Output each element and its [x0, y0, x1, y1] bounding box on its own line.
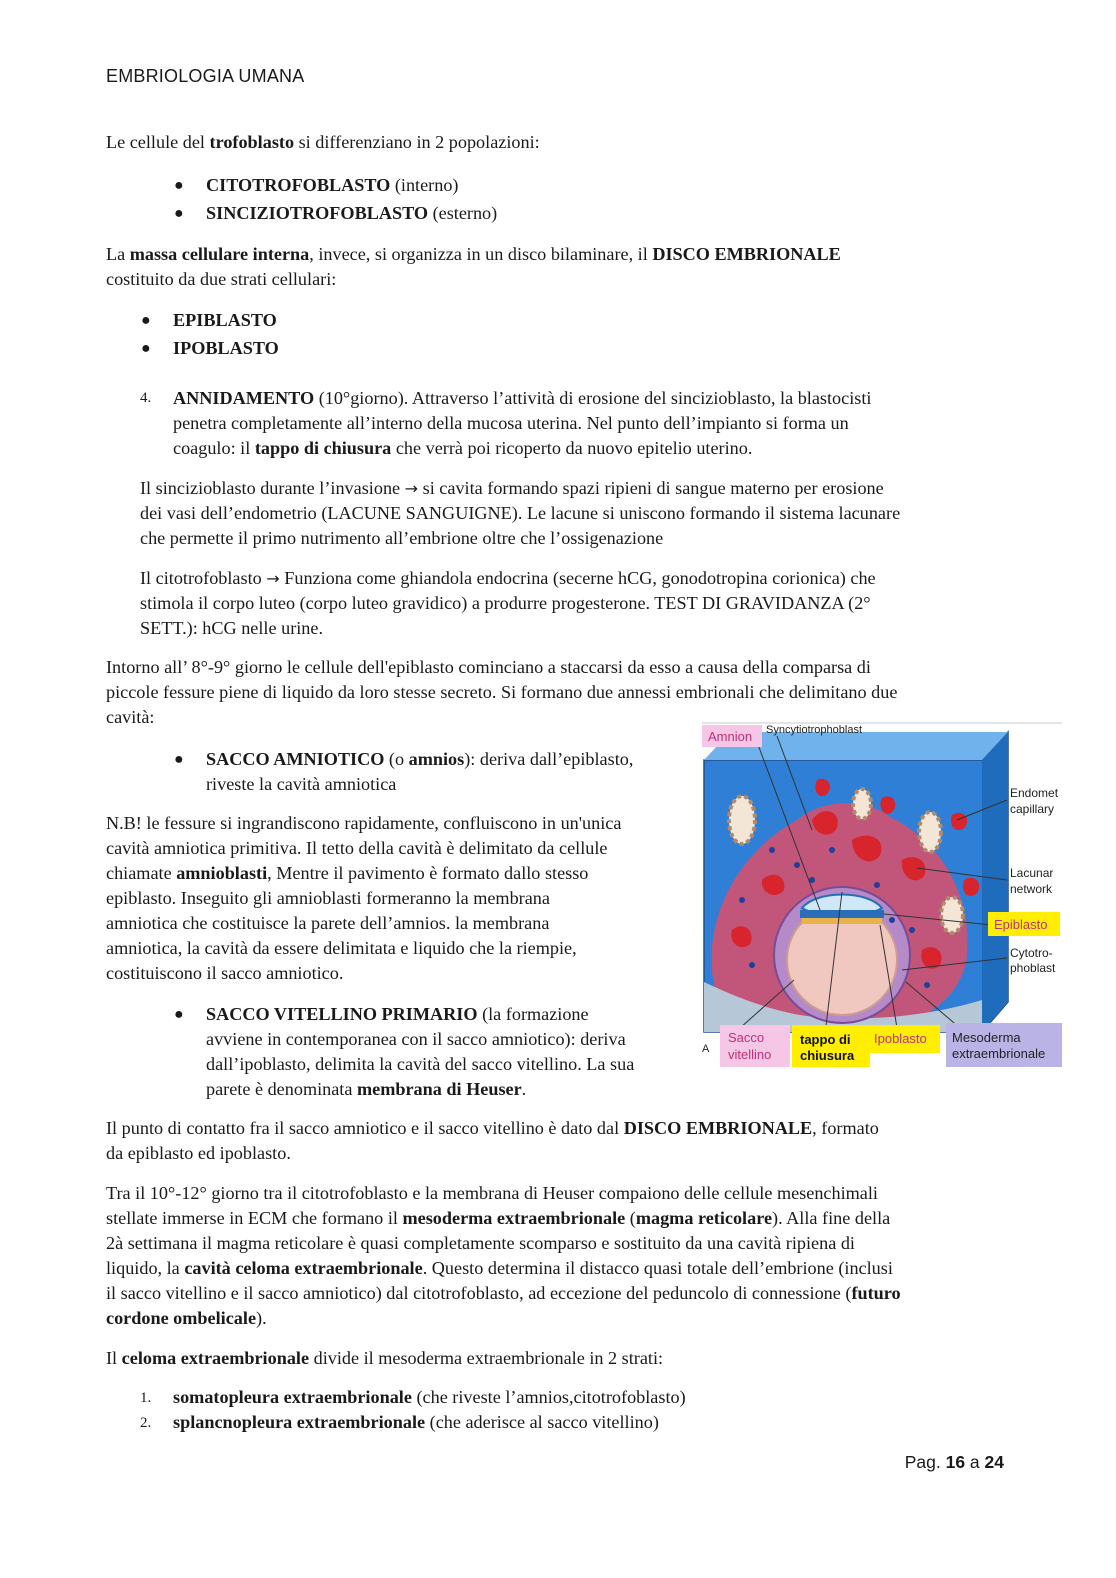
- list-number: 4.: [140, 390, 152, 406]
- ipoblasto-label: Ipoblasto: [874, 1031, 927, 1046]
- list-item: ● CITOTROFOBLASTO (interno): [206, 173, 458, 198]
- cytotro-label: Cytotro-: [1010, 946, 1053, 960]
- list-item: splancnopleura extraembrionale (che aderisce al sacco vitellino): [173, 1412, 659, 1432]
- phoblast-label: phoblast: [1010, 961, 1056, 975]
- annidamento-paragraph: ANNIDAMENTO (10°giorno). Attraverso l’attività di erosione del sincizioblasto, la blastocisti penetra completamente all’interno della mucosa uterina. Nel punto dell’impianto si forma un coagulo: il tappo di chiusura che verrà poi ricoperto da nuovo epitelio uterino.: [173, 388, 872, 458]
- tra-paragraph: Tra il 10°-12° giorno tra il citotrofoblasto e la membrana di Heuser compaiono delle cellule mesenchimali stellate immerse in ECM che formano il mesoderma extraembrionale (magma reticolare). Alla fine della 2à settimana il magma reticolare è quasi completamente scomparso e sostituito da una cavità ripiena di liquido, la cavità celoma extraembrionale. Questo determina il distacco quasi totale dell’embrione (inclusi il sacco vitellino e il sacco amniotico) dal citotrofoblasto, ad eccezione del peduncolo di connessione (futuro cordone ombelicale).: [106, 1183, 901, 1328]
- celoma-paragraph: Il celoma extraembrionale divide il mesoderma extraembrionale in 2 strati:: [106, 1348, 664, 1368]
- chiusura-label: chiusura: [800, 1048, 855, 1063]
- uterine-gland: [853, 789, 871, 819]
- sacco-label: Sacco: [728, 1030, 765, 1045]
- endomet-label: Endomet: [1010, 786, 1059, 800]
- nb-paragraph: N.B! le fessure si ingrandiscono rapidamente, confluiscono in un'unica cavità amniotica primitiva. Il tetto della cavità è delimitato da cellule chiamate amnioblasti, Mentre il pavimento è formato dallo stesso epiblasto. Inseguito gli amnioblasti formeranno la membrana amniotica che costituisce la parete dell’amnios. la membrana amniotica, la cavità da essere delimitata e liquido che la riempie, costituiscono il sacco amniotico.: [106, 813, 622, 983]
- list-item: ● SACCO AMNIOTICO (o amnios): deriva dall’epiblasto, riveste la cavità amniotica: [174, 749, 634, 794]
- arrow-right-icon: →: [404, 479, 419, 498]
- network-label: network: [1010, 882, 1053, 896]
- endometrium-side: [982, 732, 1008, 1032]
- list-item: somatopleura extraembrionale (che riveste l’amnios,citotrofoblasto): [173, 1387, 686, 1407]
- bullet-icon: ●: [141, 312, 151, 329]
- contatto-paragraph: Il punto di contatto fra il sacco amniotico e il sacco vitellino è dato dal DISCO EMBRIONALE, formato da epiblasto ed ipoblasto.: [106, 1118, 879, 1163]
- implantation-figure: [702, 720, 1062, 1070]
- citotrof-paragraph: Il citotrofoblasto → Funziona come ghiandola endocrina (secerne hCG, gonodotropina corionica) che stimola il corpo luteo (corpo luteo gravidico) a produrre progesterone. TEST DI GRAVIDANZA (2° SETT.): hCG nelle urine.: [140, 568, 876, 638]
- panel-a-label: A: [702, 1043, 710, 1055]
- bullet-icon: ●: [141, 340, 151, 357]
- list-number: 1.: [140, 1390, 152, 1406]
- mesoderma-label: Mesoderma: [952, 1030, 1021, 1045]
- list-number: 2.: [140, 1415, 152, 1431]
- capillary-label: capillary: [1010, 802, 1055, 816]
- hypoblast-layer: [802, 918, 882, 924]
- epiblast-layer: [800, 910, 884, 918]
- massa-paragraph: La massa cellulare interna, invece, si organizza in un disco bilaminare, il DISCO EMBRIONALE costituito da due strati cellulari:: [106, 244, 841, 289]
- lacunar-label: Lacunar: [1010, 866, 1054, 880]
- syncytio-label: Syncytiotrophoblast: [766, 724, 862, 736]
- arrow-right-icon: →: [266, 569, 280, 588]
- bullet-icon: ●: [174, 751, 184, 768]
- intorno-paragraph: Intorno all’ 8°-9° giorno le cellule dell'epiblasto cominciano a staccarsi da esso a causa della comparsa di piccole fessure piene di liquido da loro stesse secreto. Si formano due annessi embrionali che delimitano due cavità:: [106, 657, 898, 727]
- extraembrionale-label: extraembrionale: [952, 1046, 1046, 1061]
- bullet-icon: ●: [174, 1006, 184, 1023]
- uterine-gland: [729, 796, 755, 844]
- sincizio-paragraph: Il sincizioblasto durante l’invasione → si cavita formando spazi ripieni di sangue materno per erosione dei vasi dell’endometrio (LACUNE SANGUIGNE). Le lacune si uniscono formando il sistema lacunare che permette il primo nutrimento all’embrione oltre che l’ossigenazione: [140, 478, 901, 548]
- uterine-gland: [919, 812, 941, 852]
- list-item: ● SINCIZIOTROFOBLASTO (esterno): [206, 201, 497, 226]
- list-item: ● SACCO VITELLINO PRIMARIO (la formazione avviene in contemporanea con il sacco amniotico): deriva dall’ipoblasto, delimita la cavità del sacco vitellino. La sua parete è denominata membrana di Heuser.: [174, 1004, 635, 1099]
- page-footer: Pag. 16 a 24: [904, 1452, 1004, 1472]
- tappo-label: tappo di: [800, 1032, 851, 1047]
- intro-paragraph: Le cellule del trofoblasto si differenziano in 2 popolazioni:: [106, 132, 540, 152]
- list-item: ● IPOBLASTO: [173, 336, 279, 361]
- bullet-icon: ●: [174, 177, 184, 194]
- page-header: EMBRIOLOGIA UMANA: [106, 66, 305, 86]
- amnion-label: Amnion: [708, 729, 753, 744]
- bullet-icon: ●: [174, 205, 184, 222]
- epiblasto-label: Epiblasto: [994, 917, 1048, 932]
- list-item: ● EPIBLASTO: [173, 308, 277, 333]
- vitellino-label: vitellino: [728, 1047, 772, 1062]
- uterine-gland: [941, 897, 963, 933]
